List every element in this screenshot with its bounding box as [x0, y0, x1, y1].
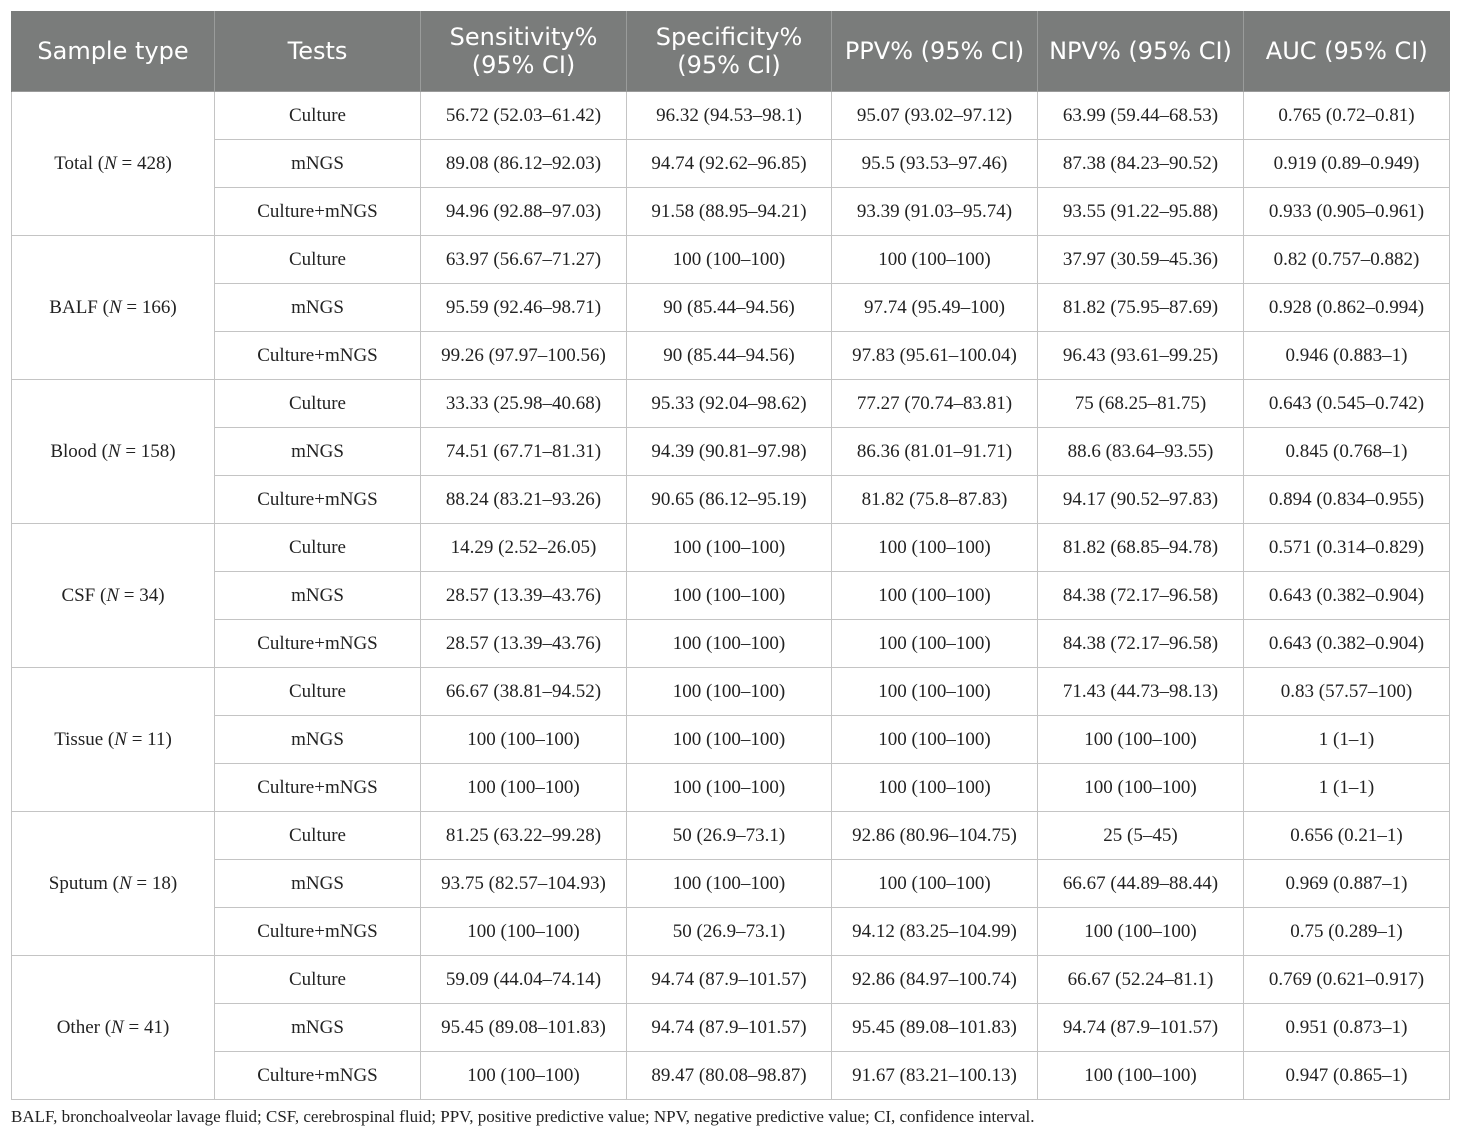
- table-row: [12, 476, 1450, 524]
- specificity-cell: 100 (100–100): [627, 620, 832, 668]
- header-label: PPV% (95% CI): [844, 37, 1025, 65]
- auc-cell: 0.947 (0.865–1): [1244, 1052, 1450, 1100]
- tests-cell: Culture: [215, 956, 421, 1004]
- specificity-cell: 96.32 (94.53–98.1): [627, 92, 832, 140]
- auc-cell: 1 (1–1): [1244, 764, 1450, 812]
- header-specificity: [627, 11, 832, 92]
- npv-cell: 75 (68.25–81.75): [1038, 380, 1244, 428]
- auc-cell: 0.75 (0.289–1): [1244, 908, 1450, 956]
- specificity-cell: 100 (100–100): [627, 236, 832, 284]
- header-label: Tests: [287, 37, 348, 65]
- ppv-cell: 95.07 (93.02–97.12): [832, 92, 1038, 140]
- npv-cell: 94.74 (87.9–101.57): [1038, 1004, 1244, 1052]
- table-row: [12, 1052, 1450, 1100]
- specificity-cell: 94.74 (87.9–101.57): [627, 1004, 832, 1052]
- sensitivity-cell: 74.51 (67.71–81.31): [421, 428, 627, 476]
- ppv-cell: 100 (100–100): [832, 572, 1038, 620]
- npv-cell: 66.67 (52.24–81.1): [1038, 956, 1244, 1004]
- ppv-cell: 100 (100–100): [832, 860, 1038, 908]
- npv-cell: 100 (100–100): [1038, 764, 1244, 812]
- table-row: [12, 284, 1450, 332]
- header-label: Sensitivity%: [449, 23, 598, 51]
- npv-cell: 71.43 (44.73–98.13): [1038, 668, 1244, 716]
- tests-cell: Culture: [215, 92, 421, 140]
- ppv-cell: 94.12 (83.25–104.99): [832, 908, 1038, 956]
- sample-type-cell: Tissue (N = 11): [12, 668, 215, 812]
- auc-cell: 0.83 (57.57–100): [1244, 668, 1450, 716]
- sensitivity-cell: 14.29 (2.52–26.05): [421, 524, 627, 572]
- sample-count: 34: [139, 584, 159, 606]
- auc-cell: 0.643 (0.382–0.904): [1244, 572, 1450, 620]
- tests-cell: Culture: [215, 812, 421, 860]
- ppv-cell: 91.67 (83.21–100.13): [832, 1052, 1038, 1100]
- specificity-cell: 94.74 (87.9–101.57): [627, 956, 832, 1004]
- auc-cell: 0.919 (0.89–0.949): [1244, 140, 1450, 188]
- header-label: Specificity%: [655, 23, 803, 51]
- specificity-cell: 100 (100–100): [627, 668, 832, 716]
- tests-cell: Culture+mNGS: [215, 476, 421, 524]
- specificity-cell: 94.39 (90.81–97.98): [627, 428, 832, 476]
- table-row: [12, 668, 1450, 716]
- auc-cell: 0.765 (0.72–0.81): [1244, 92, 1450, 140]
- header-tests: [215, 11, 421, 92]
- table-row: [12, 1004, 1450, 1052]
- npv-cell: 37.97 (30.59–45.36): [1038, 236, 1244, 284]
- ppv-cell: 97.74 (95.49–100): [832, 284, 1038, 332]
- sensitivity-cell: 28.57 (13.39–43.76): [421, 620, 627, 668]
- npv-cell: 94.17 (90.52–97.83): [1038, 476, 1244, 524]
- header-label: AUC (95% CI): [1265, 37, 1428, 65]
- sample-count: 18: [151, 872, 171, 894]
- table-body: [12, 92, 1450, 1100]
- table-row: [12, 764, 1450, 812]
- header-npv: [1038, 11, 1244, 92]
- auc-cell: 0.928 (0.862–0.994): [1244, 284, 1450, 332]
- npv-cell: 63.99 (59.44–68.53): [1038, 92, 1244, 140]
- table-row: [12, 572, 1450, 620]
- ppv-cell: 92.86 (84.97–100.74): [832, 956, 1038, 1004]
- sensitivity-cell: 100 (100–100): [421, 1052, 627, 1100]
- tests-cell: mNGS: [215, 428, 421, 476]
- table-row: [12, 620, 1450, 668]
- tests-cell: Culture+mNGS: [215, 188, 421, 236]
- table-row: [12, 908, 1450, 956]
- auc-cell: 0.969 (0.887–1): [1244, 860, 1450, 908]
- sensitivity-cell: 81.25 (63.22–99.28): [421, 812, 627, 860]
- npv-cell: 66.67 (44.89–88.44): [1038, 860, 1244, 908]
- specificity-cell: 95.33 (92.04–98.62): [627, 380, 832, 428]
- sample-type-name: Total: [54, 152, 93, 174]
- tests-cell: mNGS: [215, 1004, 421, 1052]
- ppv-cell: 77.27 (70.74–83.81): [832, 380, 1038, 428]
- sensitivity-cell: 99.26 (97.97–100.56): [421, 332, 627, 380]
- npv-cell: 84.38 (72.17–96.58): [1038, 572, 1244, 620]
- ppv-cell: 100 (100–100): [832, 668, 1038, 716]
- results-table-container: [11, 11, 1449, 1100]
- sensitivity-cell: 100 (100–100): [421, 716, 627, 764]
- header-sensitivity: [421, 11, 627, 92]
- ppv-cell: 95.45 (89.08–101.83): [832, 1004, 1038, 1052]
- auc-cell: 0.643 (0.545–0.742): [1244, 380, 1450, 428]
- tests-cell: mNGS: [215, 572, 421, 620]
- tests-cell: mNGS: [215, 140, 421, 188]
- npv-cell: 93.55 (91.22–95.88): [1038, 188, 1244, 236]
- ppv-cell: 100 (100–100): [832, 524, 1038, 572]
- auc-cell: 0.894 (0.834–0.955): [1244, 476, 1450, 524]
- table-row: [12, 92, 1450, 140]
- header-label: Sample type: [37, 37, 189, 65]
- auc-cell: 0.951 (0.873–1): [1244, 1004, 1450, 1052]
- header-label: NPV% (95% CI): [1049, 37, 1232, 65]
- header-ppv: [832, 11, 1038, 92]
- sensitivity-cell: 59.09 (44.04–74.14): [421, 956, 627, 1004]
- auc-cell: 0.845 (0.768–1): [1244, 428, 1450, 476]
- ppv-cell: 100 (100–100): [832, 236, 1038, 284]
- sample-count: 11: [147, 728, 166, 750]
- ppv-cell: 92.86 (80.96–104.75): [832, 812, 1038, 860]
- tests-cell: Culture+mNGS: [215, 620, 421, 668]
- auc-cell: 0.933 (0.905–0.961): [1244, 188, 1450, 236]
- table-row: [12, 140, 1450, 188]
- table-row: [12, 860, 1450, 908]
- auc-cell: 0.656 (0.21–1): [1244, 812, 1450, 860]
- ppv-cell: 86.36 (81.01–91.71): [832, 428, 1038, 476]
- auc-cell: 1 (1–1): [1244, 716, 1450, 764]
- tests-cell: mNGS: [215, 860, 421, 908]
- tests-cell: Culture+mNGS: [215, 1052, 421, 1100]
- sample-count: 428: [136, 152, 166, 174]
- specificity-cell: 50 (26.9–73.1): [627, 812, 832, 860]
- npv-cell: 84.38 (72.17–96.58): [1038, 620, 1244, 668]
- ppv-cell: 100 (100–100): [832, 620, 1038, 668]
- npv-cell: 25 (5–45): [1038, 812, 1244, 860]
- auc-cell: 0.643 (0.382–0.904): [1244, 620, 1450, 668]
- tests-cell: Culture: [215, 236, 421, 284]
- sensitivity-cell: 33.33 (25.98–40.68): [421, 380, 627, 428]
- specificity-cell: 90.65 (86.12–95.19): [627, 476, 832, 524]
- table-row: [12, 524, 1450, 572]
- auc-cell: 0.82 (0.757–0.882): [1244, 236, 1450, 284]
- table-row: [12, 716, 1450, 764]
- table-header-row: [12, 11, 1450, 92]
- sensitivity-cell: 88.24 (83.21–93.26): [421, 476, 627, 524]
- sample-type-cell: Total (N = 428): [12, 92, 215, 236]
- tests-cell: mNGS: [215, 716, 421, 764]
- npv-cell: 81.82 (75.95–87.69): [1038, 284, 1244, 332]
- table-row: [12, 332, 1450, 380]
- sample-count: 41: [143, 1016, 163, 1038]
- sensitivity-cell: 95.59 (92.46–98.71): [421, 284, 627, 332]
- sample-type-cell: Blood (N = 158): [12, 380, 215, 524]
- tests-cell: Culture: [215, 668, 421, 716]
- header-label-ci: (95% CI): [471, 51, 576, 79]
- sample-type-cell: Other (N = 41): [12, 956, 215, 1100]
- specificity-cell: 100 (100–100): [627, 572, 832, 620]
- table-row: [12, 956, 1450, 1004]
- specificity-cell: 100 (100–100): [627, 764, 832, 812]
- header-auc: [1244, 11, 1450, 92]
- sensitivity-cell: 94.96 (92.88–97.03): [421, 188, 627, 236]
- tests-cell: Culture: [215, 524, 421, 572]
- diagnostic-performance-table: [11, 11, 1450, 1100]
- sensitivity-cell: 66.67 (38.81–94.52): [421, 668, 627, 716]
- sample-type-name: Tissue: [54, 728, 104, 750]
- sample-type-name: Sputum: [48, 872, 108, 894]
- sample-type-cell: BALF (N = 166): [12, 236, 215, 380]
- header-label-ci: (95% CI): [677, 51, 781, 79]
- specificity-cell: 91.58 (88.95–94.21): [627, 188, 832, 236]
- specificity-cell: 100 (100–100): [627, 716, 832, 764]
- sample-count: 158: [140, 440, 170, 462]
- ppv-cell: 97.83 (95.61–100.04): [832, 332, 1038, 380]
- sensitivity-cell: 100 (100–100): [421, 908, 627, 956]
- specificity-cell: 100 (100–100): [627, 524, 832, 572]
- npv-cell: 100 (100–100): [1038, 716, 1244, 764]
- sample-type-name: Other: [56, 1016, 100, 1038]
- specificity-cell: 94.74 (92.62–96.85): [627, 140, 832, 188]
- specificity-cell: 100 (100–100): [627, 860, 832, 908]
- tests-cell: Culture: [215, 380, 421, 428]
- tests-cell: Culture+mNGS: [215, 764, 421, 812]
- sensitivity-cell: 100 (100–100): [421, 764, 627, 812]
- npv-cell: 81.82 (68.85–94.78): [1038, 524, 1244, 572]
- ppv-cell: 95.5 (93.53–97.46): [832, 140, 1038, 188]
- ppv-cell: 100 (100–100): [832, 764, 1038, 812]
- table-row: [12, 236, 1450, 284]
- ppv-cell: 93.39 (91.03–95.74): [832, 188, 1038, 236]
- sample-type-cell: CSF (N = 34): [12, 524, 215, 668]
- sample-count: 166: [141, 296, 171, 318]
- table-footnote: BALF, bronchoalveolar lavage fluid; CSF, cerebrospinal fluid; PPV, positive predictive value; NPV, negative predictive value; CI, confidence interval.: [11, 1107, 1035, 1126]
- specificity-cell: 90 (85.44–94.56): [627, 284, 832, 332]
- specificity-cell: 89.47 (80.08–98.87): [627, 1052, 832, 1100]
- auc-cell: 0.571 (0.314–0.829): [1244, 524, 1450, 572]
- sensitivity-cell: 63.97 (56.67–71.27): [421, 236, 627, 284]
- ppv-cell: 81.82 (75.8–87.83): [832, 476, 1038, 524]
- sample-type-cell: Sputum (N = 18): [12, 812, 215, 956]
- npv-cell: 100 (100–100): [1038, 908, 1244, 956]
- auc-cell: 0.946 (0.883–1): [1244, 332, 1450, 380]
- table-row: [12, 188, 1450, 236]
- sample-type-name: CSF: [61, 584, 96, 606]
- specificity-cell: 50 (26.9–73.1): [627, 908, 832, 956]
- sensitivity-cell: 95.45 (89.08–101.83): [421, 1004, 627, 1052]
- sensitivity-cell: 28.57 (13.39–43.76): [421, 572, 627, 620]
- npv-cell: 100 (100–100): [1038, 1052, 1244, 1100]
- tests-cell: Culture+mNGS: [215, 908, 421, 956]
- auc-cell: 0.769 (0.621–0.917): [1244, 956, 1450, 1004]
- sensitivity-cell: 93.75 (82.57–104.93): [421, 860, 627, 908]
- tests-cell: Culture+mNGS: [215, 332, 421, 380]
- npv-cell: 87.38 (84.23–90.52): [1038, 140, 1244, 188]
- sample-type-name: Blood: [50, 440, 97, 462]
- npv-cell: 88.6 (83.64–93.55): [1038, 428, 1244, 476]
- header-sample-type: [12, 11, 215, 92]
- sensitivity-cell: 56.72 (52.03–61.42): [421, 92, 627, 140]
- table-row: [12, 428, 1450, 476]
- specificity-cell: 90 (85.44–94.56): [627, 332, 832, 380]
- table-row: [12, 812, 1450, 860]
- ppv-cell: 100 (100–100): [832, 716, 1038, 764]
- npv-cell: 96.43 (93.61–99.25): [1038, 332, 1244, 380]
- table-row: [12, 380, 1450, 428]
- sample-type-name: BALF: [49, 296, 98, 318]
- tests-cell: mNGS: [215, 284, 421, 332]
- sensitivity-cell: 89.08 (86.12–92.03): [421, 140, 627, 188]
